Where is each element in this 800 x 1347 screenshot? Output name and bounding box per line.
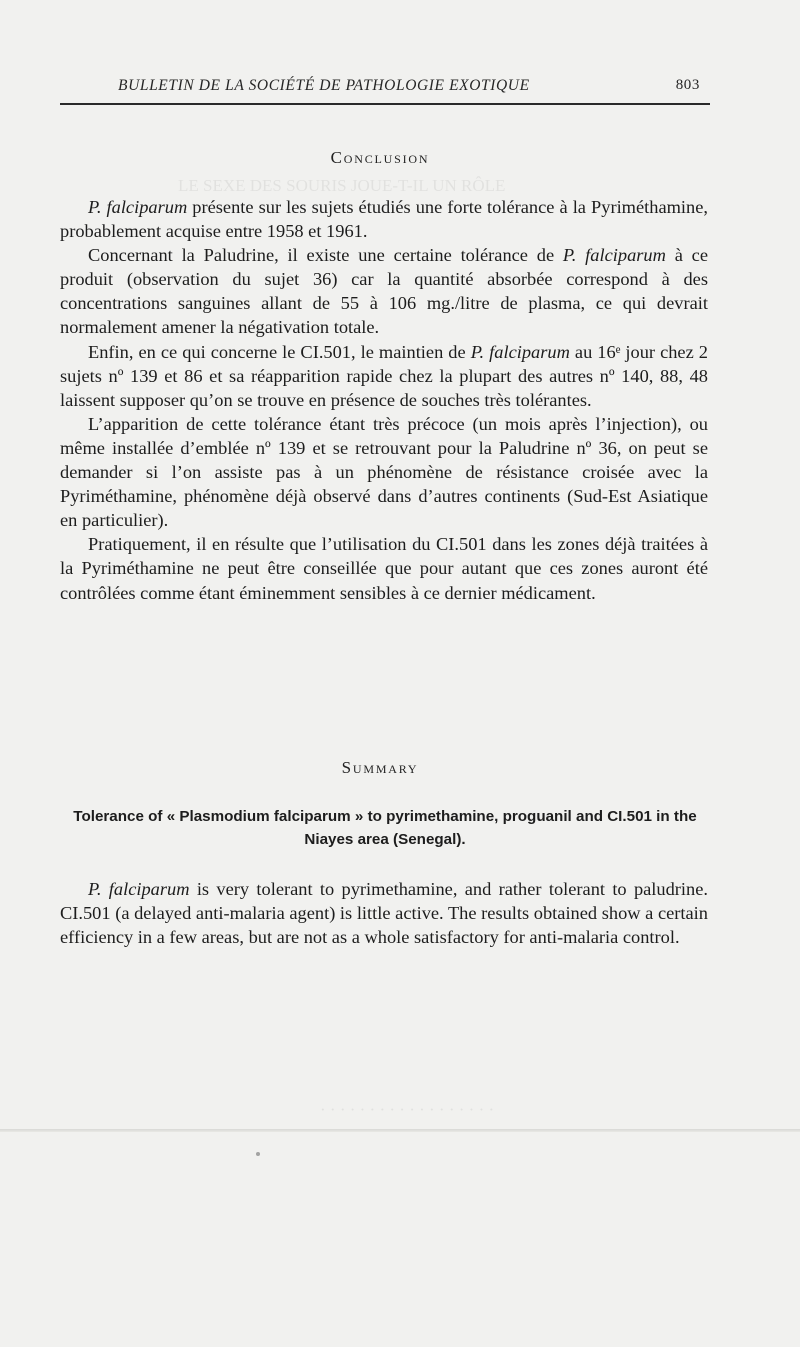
english-article-title: Tolerance of « Plasmodium falciparum » to pyrimethamine, proguanil and CI.501 in the Niayes area (Senegal). xyxy=(73,808,697,848)
paragraph xyxy=(60,340,708,412)
bleed-through: LE SEXE DES SOURIS JOUE-T-IL UN RÔLE xyxy=(178,176,506,195)
page-fold-shadow xyxy=(0,1129,800,1132)
paragraph xyxy=(60,195,708,243)
species-name: P. falciparum xyxy=(88,197,188,217)
paragraph-text: is very tolerant to pyrimethamine, and rather tolerant to paludrine. CI.501 (a delayed anti-malaria agent) is little active. The results obtained show a certain efficiency in a few areas, but are not as a whole satisfactory for anti-malaria control. xyxy=(60,879,708,948)
paragraph-text: Enfin, en ce qui concerne le CI.501, le maintien de xyxy=(88,341,471,362)
species-name: P. falciparum xyxy=(470,341,570,362)
conclusion-body xyxy=(60,195,708,605)
paragraph xyxy=(60,243,708,339)
page-number: 803 xyxy=(675,77,700,93)
paragraph-text: à ce produit (observation du sujet 36) car la quantité absorbée correspond à des concentrations sanguines allant de 55 à 106 mg./litre de plasma, ce qui devrait normalement amener la négativation totale. xyxy=(60,245,708,338)
paragraph xyxy=(60,877,708,949)
paragraph: L’apparition de cette tolérance étant très précoce (un mois après l’injection), ou même installée d’emblée nº 139 et se retrouvant pour la Paludrine nº 36, on peut se demander si l’on assiste pas à un phénomène de résistance croisée avec la Pyriméthamine, phénomène déjà observé dans d’autres continents (Sud-Est Asiatique en particulier). xyxy=(60,413,708,531)
bleed-through: · · · · · · · · · · · · · · · · · · xyxy=(320,1100,495,1119)
summary-body xyxy=(60,877,708,949)
running-header xyxy=(110,77,700,99)
conclusion-heading: Conclusion xyxy=(330,148,430,167)
species-name: P. falciparum xyxy=(562,245,666,266)
paragraph-text: présente sur les sujets étudiés une forte tolérance à la Pyriméthamine, probablement acquise entre 1958 et 1961. xyxy=(60,197,708,242)
header-rule xyxy=(60,103,710,105)
journal-title: BULLETIN DE LA SOCIÉTÉ DE PATHOLOGIE EXOTIQUE xyxy=(118,77,530,94)
ink-speck xyxy=(256,1152,260,1156)
paragraph-text: Concernant la Paludrine, il existe une certaine tolérance de xyxy=(88,245,563,266)
paragraph-text: au 16ᵉ jour chez 2 sujets nº 139 et 86 et sa réapparition rapide chez la plupart des autres nº 140, 88, 48 laissent supposer qu’on se trouve en présence de souches très tolérantes. xyxy=(60,341,708,410)
summary-heading: Summary xyxy=(341,758,419,777)
paragraph: Pratiquement, il en résulte que l’utilisation du CI.501 dans les zones déjà traitées à la Pyriméthamine ne peut être conseillée que pour autant que ces zones auront été contrôlées comme étant éminemment sensibles à ce dernier médicament. xyxy=(60,534,708,603)
species-name: P. falciparum xyxy=(88,879,190,899)
